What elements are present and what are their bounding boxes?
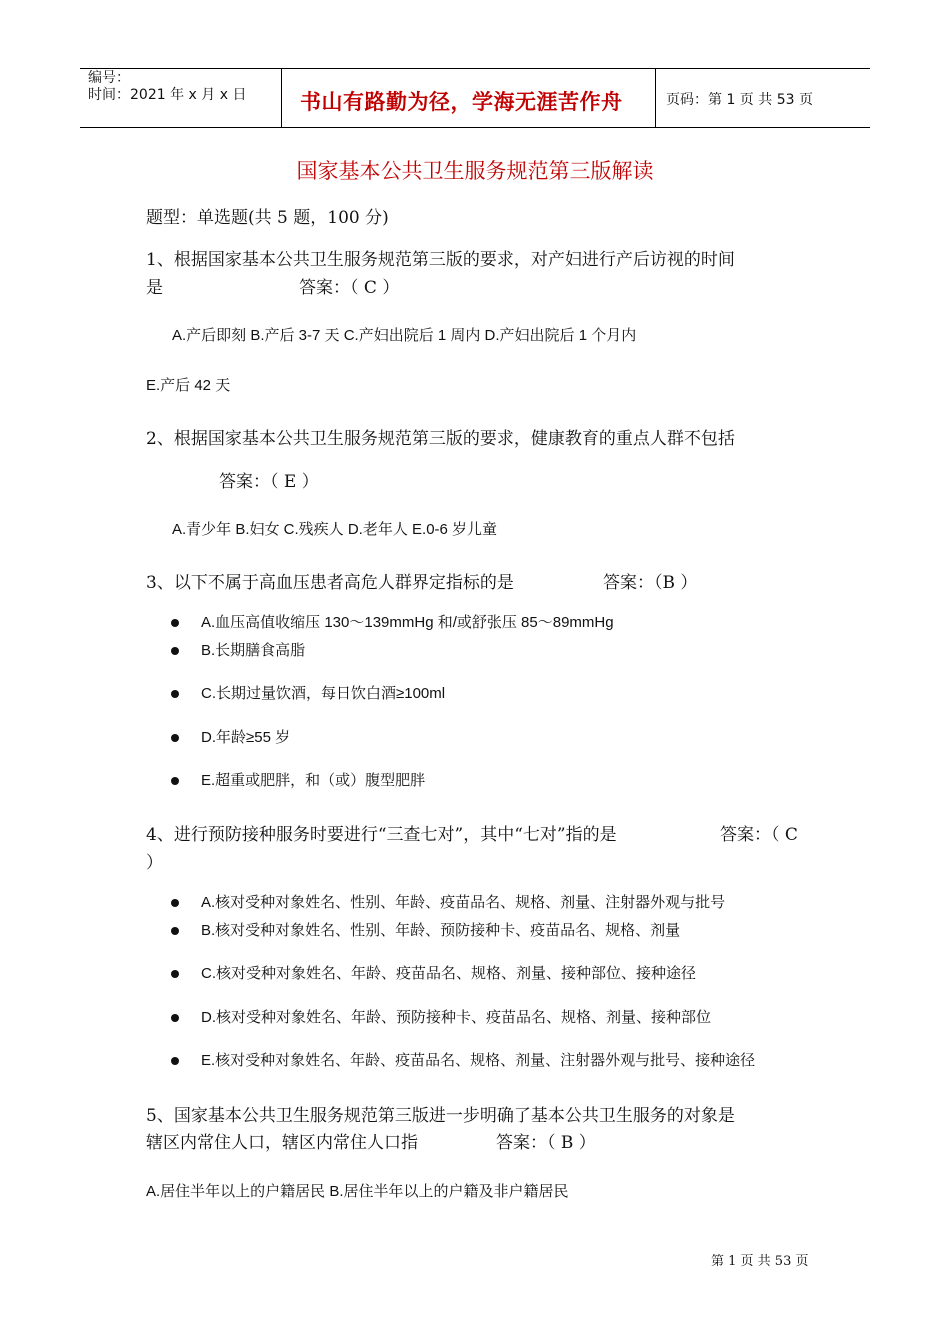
bullet-icon [171,899,179,907]
q3-stem: 3、以下不属于高血压患者高危人群界定指标的是 [146,573,514,593]
q4-option-d: D.核对受种对象姓名、年龄、预防接种卡、疫苗品名、规格、剂量、接种部位 [201,1009,712,1026]
bullet-icon [171,927,179,935]
q3-option-d: D.年龄≥55 岁 [201,729,291,746]
q3-option-e: E.超重或肥胖，和（或）腹型肥胖 [201,772,426,789]
header-date: 时间：2021 年 x 月 x 日 [88,87,247,103]
header-number: 编号： [88,70,130,86]
bullet-icon [171,690,179,698]
q1-options-line1: A.产后即刻 B.产后 3-7 天 C.产妇出院后 1 周内 D.产妇出院后 1 个月内 [172,327,637,344]
bullet-icon [171,619,179,627]
q1-answer: 答案：（ C ） [299,278,400,298]
q4-answer: 答案：（ C [720,825,798,845]
q5-stem-line2: 辖区内常住人口，辖区内常住人口指 [146,1133,418,1153]
document-title: 国家基本公共卫生服务规范第三版解读 [296,159,654,183]
q3-answer: 答案：（B ） [603,573,698,593]
q2-options: A.青少年 B.妇女 C.残疾人 D.老年人 E.0-6 岁儿童 [172,521,498,538]
bullet-icon [171,1014,179,1022]
q2-stem: 2、根据国家基本公共卫生服务规范第三版的要求，健康教育的重点人群不包括 [146,429,735,449]
bullet-icon [171,1057,179,1065]
q1-stem-line2: 是 [146,278,163,298]
q5-stem-line1: 5、国家基本公共卫生服务规范第三版进一步明确了基本公共卫生服务的对象是 [146,1106,735,1126]
question-type: 题型：单选题(共 5 题，100 分) [146,208,389,228]
header-divider-right [655,68,656,128]
header-top-rule [80,68,870,69]
header-motto: 书山有路勤为径，学海无涯苦作舟 [300,89,623,114]
q5-answer: 答案：（ B ） [496,1133,596,1153]
q4-option-c: C.核对受种对象姓名、年龄、疫苗品名、规格、剂量、接种部位、接种途径 [201,965,697,982]
q3-option-c: C.长期过量饮酒，每日饮白酒≥100ml [201,685,446,702]
header-info [88,70,246,104]
bullet-icon [171,647,179,655]
q2-answer: 答案：（ E ） [219,472,319,492]
q4-stem-line1: 4、进行预防接种服务时要进行“三查七对”，其中“七对”指的是 [146,825,617,845]
header-bottom-rule [80,127,870,128]
q5-options: A.居住半年以上的户籍居民 B.居住半年以上的户籍及非户籍居民 [146,1183,569,1200]
header-divider-left [281,68,282,128]
q3-option-b: B.长期膳食高脂 [201,642,306,659]
q4-option-b: B.核对受种对象姓名、性别、年龄、预防接种卡、疫苗品名、规格、剂量 [201,922,681,939]
bullet-icon [171,777,179,785]
bullet-icon [171,734,179,742]
q3-option-a: A.血压高值收缩压 130～139mmHg 和/或舒张压 85～89mmHg [201,614,614,631]
q4-option-e: E.核对受种对象姓名、年龄、疫苗品名、规格、剂量、注射器外观与批号、接种途径 [201,1052,756,1069]
page-footer: 第 1 页 共 53 页 [711,1254,809,1269]
q1-options-line2: E.产后 42 天 [146,377,231,394]
q1-stem-line1: 1、根据国家基本公共卫生服务规范第三版的要求，对产妇进行产后访视的时间 [146,250,735,270]
bullet-icon [171,970,179,978]
q4-stem-line2: ） [146,853,163,873]
header-page-number: 页码：第 1 页 共 53 页 [666,92,813,108]
q4-option-a: A.核对受种对象姓名、性别、年龄、疫苗品名、规格、剂量、注射器外观与批号 [201,894,726,911]
